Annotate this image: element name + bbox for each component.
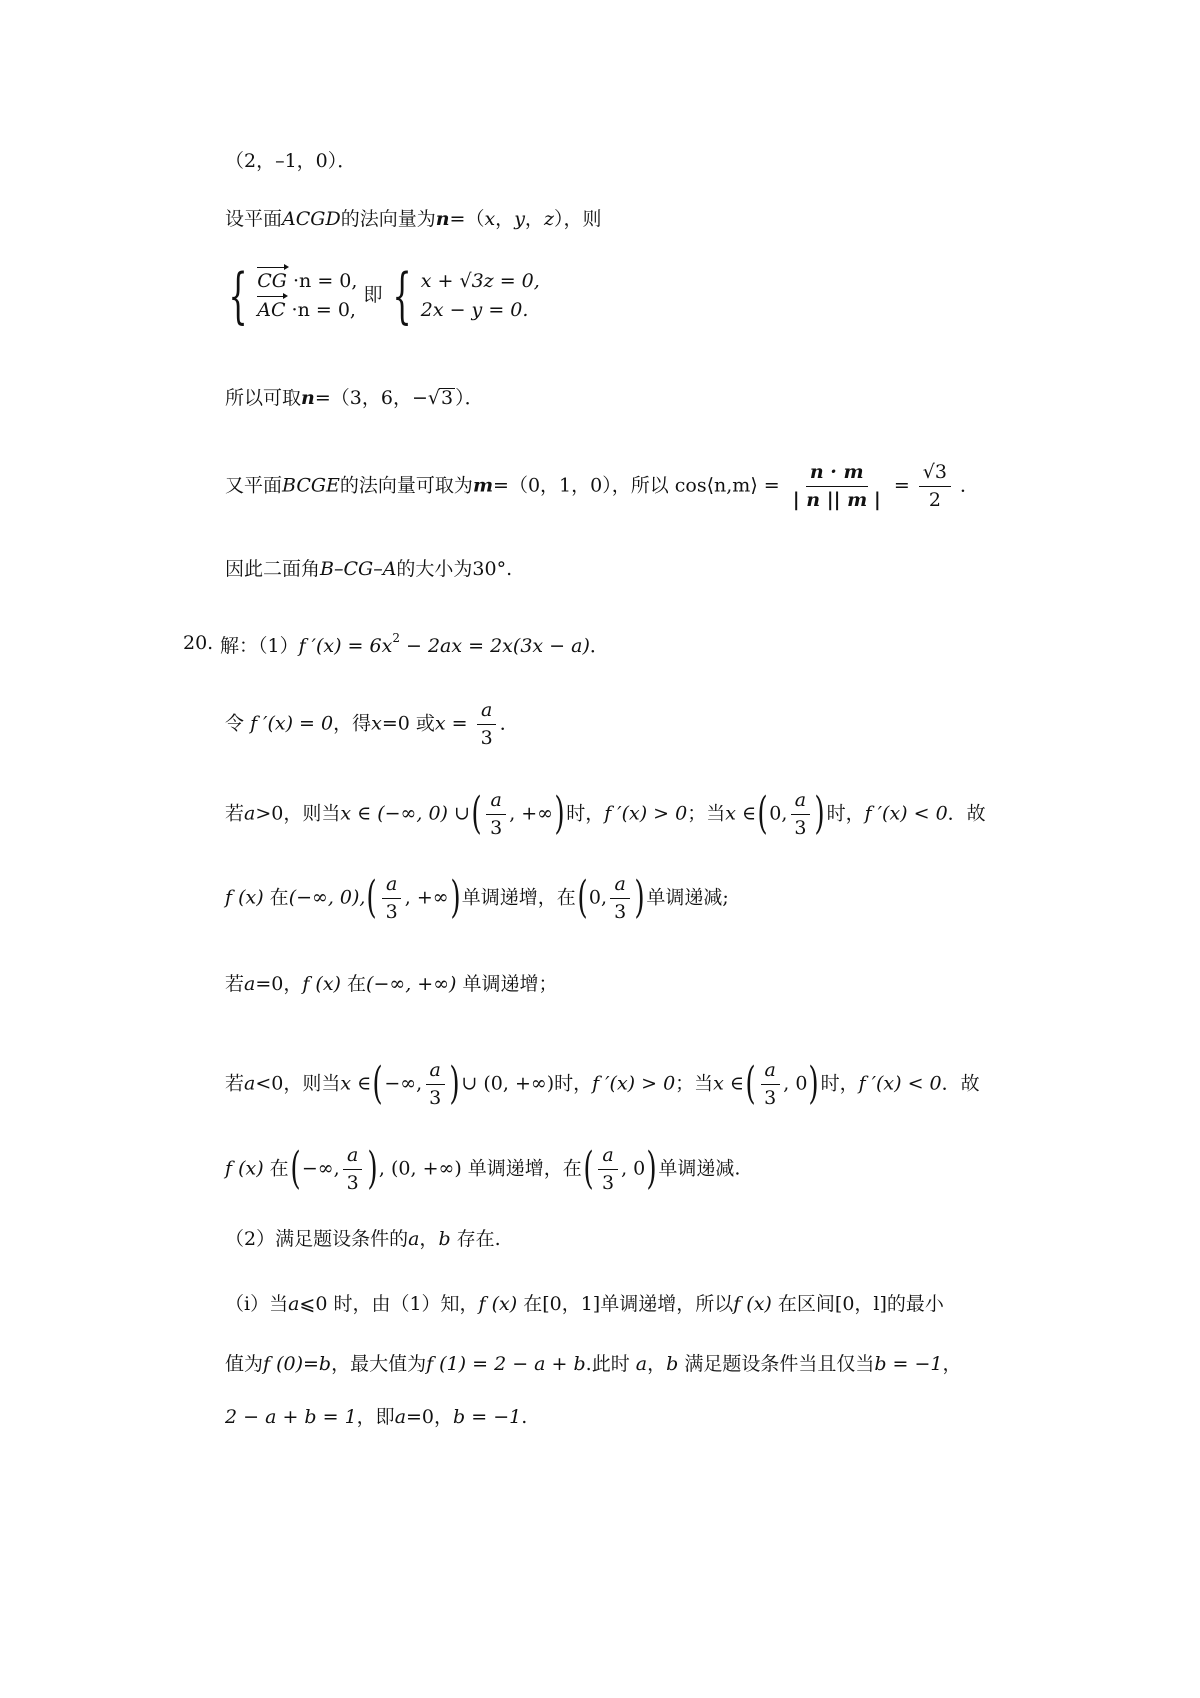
part-2-intro: （2）满足题设条件的a，b 存在. xyxy=(225,1228,501,1250)
normal-vector-setup: 设平面ACGD的法向量为n=（x，y，z），则 xyxy=(225,208,602,230)
case-a-negative: 若a<0，则当x ∈(−∞, $\frac{a}{3}$ )∪ (0, +∞)时，f ′(x) > 0；当x ∈( $\frac{a}{3}$ , 0)时，f ′(x) < 0．故 xyxy=(225,1058,980,1110)
case-a-negative-conclusion: f (x) 在(−∞, $\frac{a}{3}$ ), (0, +∞) 单调递增，在( $\frac{a}{3}$ , 0)单调递减. xyxy=(225,1143,741,1195)
critical-points-line: 令 f ′(x) = 0，得x=0 或x = $\frac{a}{3}$ ． xyxy=(225,699,519,749)
part-2-case-i-result: 2 − a + b = 1，即a=0，b = −1. xyxy=(225,1406,528,1428)
case-a-positive-conclusion: f (x) 在(−∞, 0),( $\frac{a}{3}$ , +∞)单调递增，在(0, $\frac{a}{3}$ )单调递减; xyxy=(225,872,729,924)
cosine-line: 又平面BCGE的法向量可取为m=（0，1，0），所以 cos⟨n,m⟩ = $\frac{n \cdot m}{| n || m |}$ = $\frac{√3}{2}$ ． xyxy=(225,461,980,511)
case-a-positive: 若a>0，则当x ∈ (−∞, 0) ∪( $\frac{a}{3}$ , +∞)时，f ′(x) > 0；当x ∈(0, $\frac{a}{3}$ )时，f ′(x) < 0．故 xyxy=(225,788,986,840)
part-2-case-i-values: 值为f (0)=b，最大值为f (1) = 2 − a + b.此时 a，b 满足题设条件当且仅当b = −1， xyxy=(225,1353,962,1375)
part-2-case-i: （i）当a⩽0 时，由（1）知，f (x) 在[0，1]单调递增，所以f (x) 在区间[0，l]的最小 xyxy=(225,1293,944,1315)
normal-vector-result: 所以可取n=（3，6，−√3 ）． xyxy=(225,387,484,409)
dihedral-angle-conclusion: 因此二面角B–CG–A的大小为30°. xyxy=(225,558,513,580)
case-a-zero: 若a=0，f (x) 在(−∞, +∞) 单调递增； xyxy=(225,973,558,995)
question-number: 20. xyxy=(183,632,214,654)
equation-system: { CG ·n = 0, AC ·n = 0, 即 { x + √3z = 0, 2x − y = 0. xyxy=(228,261,540,331)
derivative-line: 解：（1）f $'(x) = 6x^2 - 2ax = 2x(3x - a)$． xyxy=(220,631,609,657)
coordinate-line: （2，–1，0）． xyxy=(225,150,357,172)
